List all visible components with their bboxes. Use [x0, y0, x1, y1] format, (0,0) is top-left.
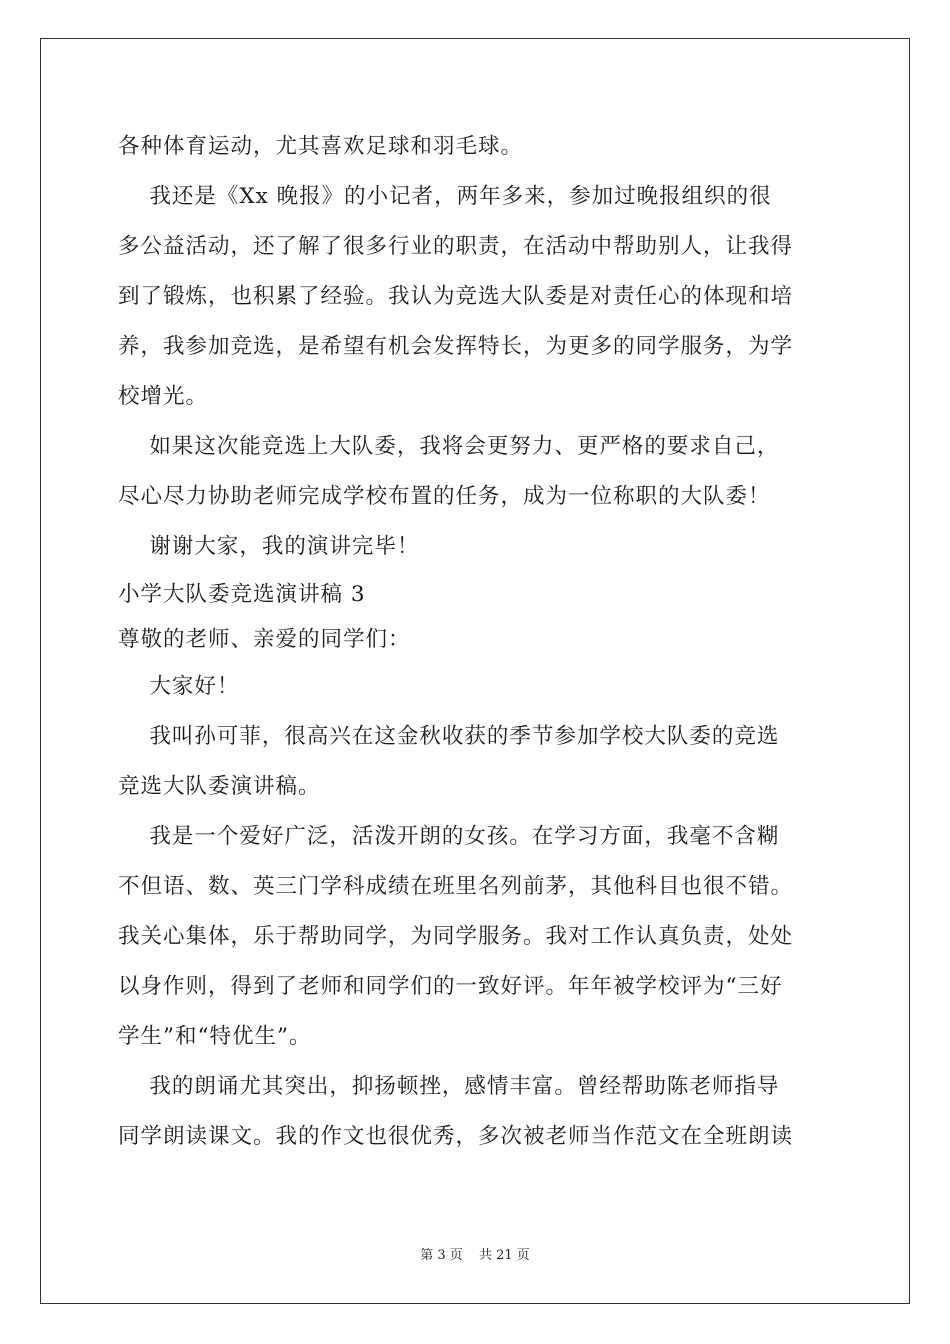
total-pages: 共 21 页: [478, 1248, 530, 1263]
text-line: 谢谢大家，我的演讲完毕！: [118, 534, 420, 559]
page-number: 第 3 页: [420, 1248, 463, 1263]
text-line: 校增光。: [118, 384, 209, 409]
text-line: 学生”和“特优生”。: [118, 1024, 312, 1049]
salutation: 尊敬的老师、亲爱的同学们：: [118, 627, 411, 652]
text-line: 我的朗诵尤其突出，抑扬顿挫，感情丰富。曾经帮助陈老师指导: [118, 1074, 780, 1099]
document-body: [118, 122, 838, 1162]
text-line: 同学朗读课文。我的作文也很优秀，多次被老师当作范文在全班朗读: [118, 1124, 794, 1149]
text-line: 我是一个爱好广泛，活泼开朗的女孩。在学习方面，我毫不含糊: [118, 824, 780, 849]
text-line: 不但语、数、英三门学科成绩在班里名列前茅，其他科目也很不错。: [118, 874, 794, 899]
section-title: 小学大队委竞选演讲稿 3: [118, 582, 366, 607]
text-line: 到了锻炼，也积累了经验。我认为竞选大队委是对责任心的体现和培: [118, 284, 794, 309]
greeting: 大家好！: [118, 674, 240, 699]
text-line: 多公益活动，还了解了很多行业的职责，在活动中帮助别人，让我得: [118, 234, 794, 259]
text-line: 我还是《Xx 晚报》的小记者，两年多来，参加过晚报组织的很: [118, 184, 772, 209]
text-line: 我叫孙可菲，很高兴在这金秋收获的季节参加学校大队委的竞选: [118, 724, 780, 749]
page-footer: [0, 1244, 950, 1263]
text-line: 如果这次能竞选上大队委，我将会更努力、更严格的要求自己，: [118, 434, 780, 459]
text-line: 养，我参加竞选，是希望有机会发挥特长，为更多的同学服务，为学: [118, 334, 794, 359]
text-line: 各种体育运动，尤其喜欢足球和羽毛球。: [118, 134, 524, 159]
text-line: 竞选大队委演讲稿。: [118, 774, 321, 799]
text-line: 尽心尽力协助老师完成学校布置的任务，成为一位称职的大队委！: [118, 484, 771, 509]
text-line: 我关心集体，乐于帮助同学，为同学服务。我对工作认真负责，处处: [118, 924, 794, 949]
text-line: 以身作则，得到了老师和同学们的一致好评。年年被学校评为“三好: [118, 974, 783, 999]
